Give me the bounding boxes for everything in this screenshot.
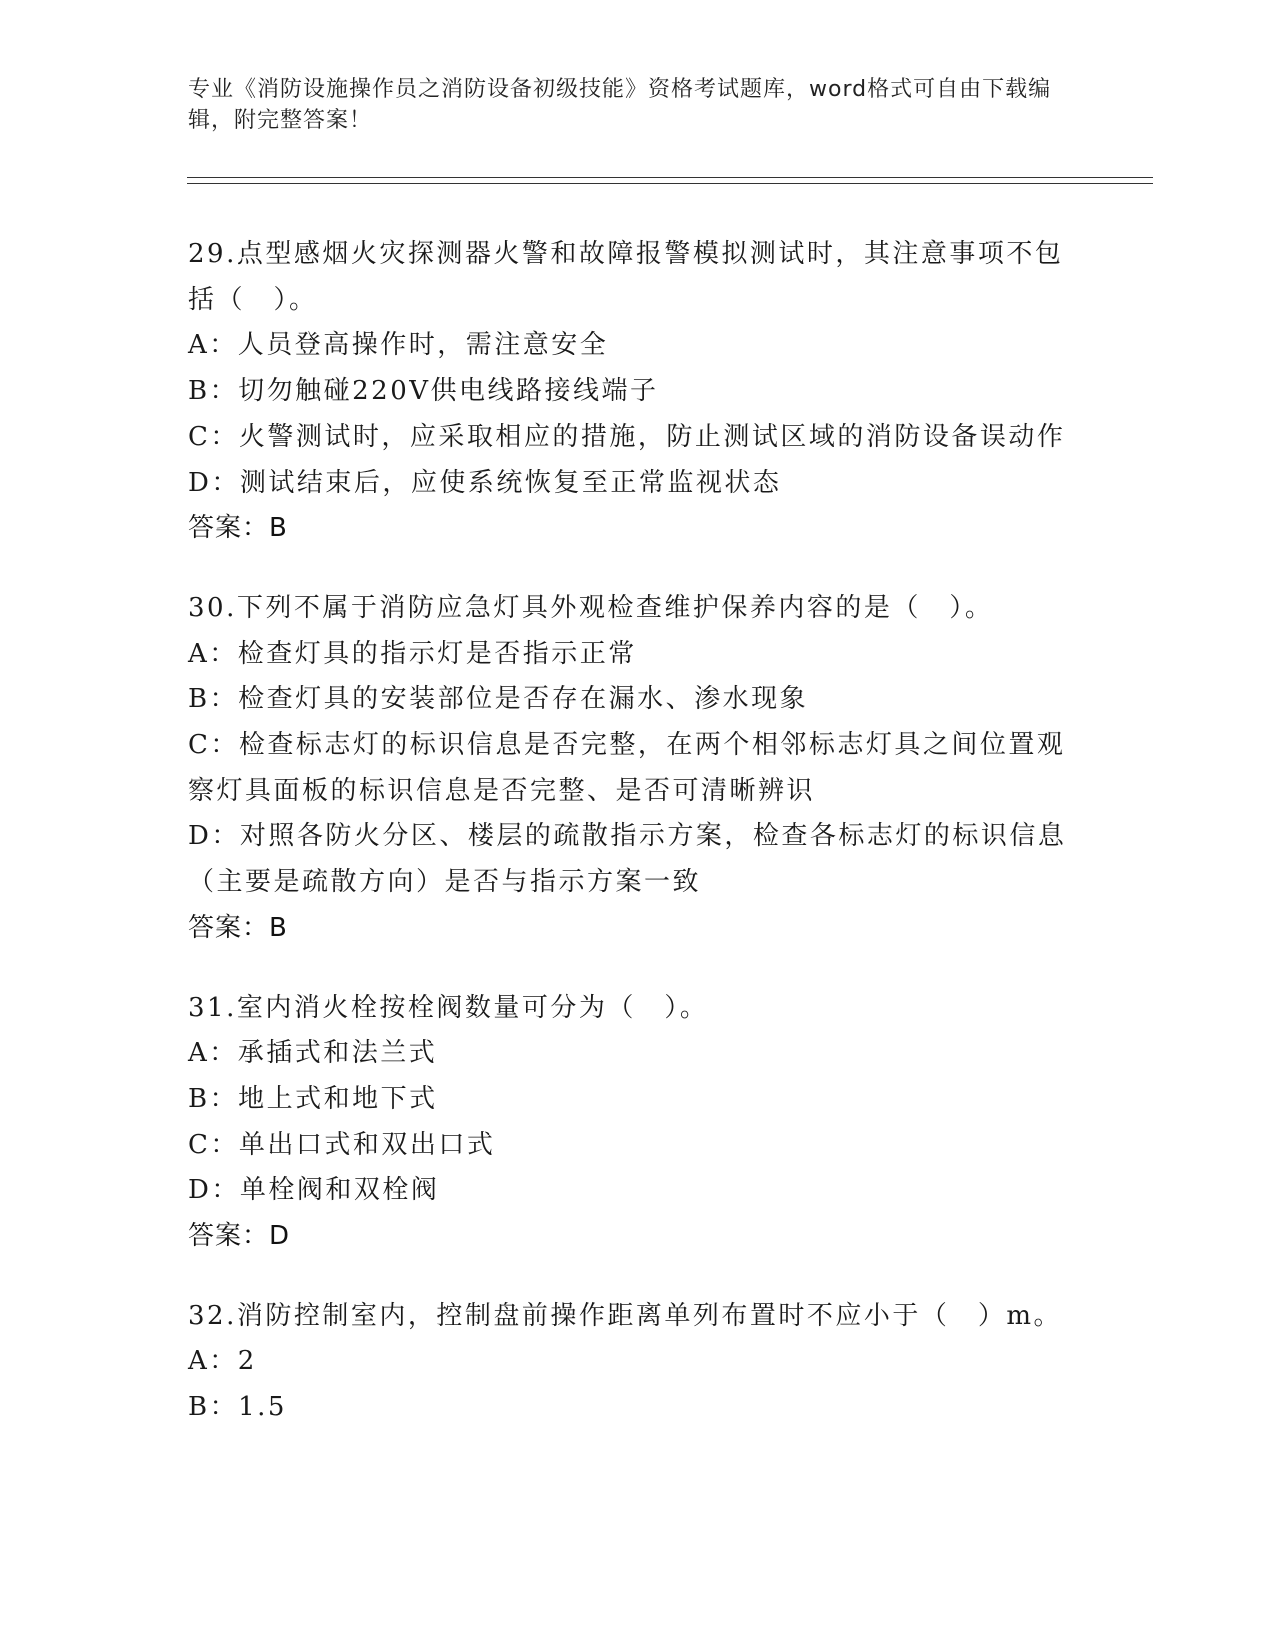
option-d: D：对照各防火分区、楼层的疏散指示方案，检查各标志灯的标识信息（主要是疏散方向）是否与指示方案一致 bbox=[188, 821, 1067, 898]
option-b: B：1.5 bbox=[188, 1392, 287, 1423]
option-c: C：单出口式和双出口式 bbox=[188, 1129, 496, 1160]
answer-label: 答案：B bbox=[188, 513, 288, 544]
option-b: B：地上式和地下式 bbox=[188, 1083, 438, 1114]
option-d: D：单栓阀和双栓阀 bbox=[188, 1175, 440, 1206]
option-a: A：2 bbox=[188, 1346, 257, 1377]
answer-label: 答案：D bbox=[188, 1221, 291, 1252]
option-a: A：人员登高操作时，需注意安全 bbox=[188, 330, 609, 361]
option-c: C：火警测试时，应采取相应的措施，防止测试区域的消防设备误动作 bbox=[188, 421, 1066, 452]
option-b: B：切勿触碰220V供电线路接线端子 bbox=[188, 376, 659, 407]
document-header: 专业《消防设施操作员之消防设备初级技能》资格考试题库，word格式可自由下载编辑，附完整答案！ bbox=[188, 77, 1052, 133]
answer-label: 答案：B bbox=[188, 912, 288, 943]
question-30 bbox=[188, 586, 1088, 952]
option-d: D：测试结束后，应使系统恢复至正常监视状态 bbox=[188, 467, 782, 498]
question-32 bbox=[188, 1294, 1088, 1431]
question-stem: 31.室内消火栓按栓阀数量可分为（ ）。 bbox=[188, 992, 709, 1023]
option-b: B：检查灯具的安装部位是否存在漏水、渗水现象 bbox=[188, 684, 809, 715]
question-stem: 29.点型感烟火灾探测器火警和故障报警模拟测试时，其注意事项不包括（ ）。 bbox=[188, 239, 1064, 315]
option-a: A：承插式和法兰式 bbox=[188, 1038, 438, 1069]
header-divider-top bbox=[187, 177, 1153, 178]
question-list bbox=[188, 232, 1088, 1465]
option-c: C：检查标志灯的标识信息是否完整，在两个相邻标志灯具之间位置观察灯具面板的标识信息是否完整、是否可清晰辨识 bbox=[188, 730, 1066, 806]
question-29 bbox=[188, 232, 1088, 552]
question-stem: 30.下列不属于消防应急灯具外观检查维护保养内容的是（ ）。 bbox=[188, 592, 994, 623]
question-stem: 32.消防控制室内，控制盘前操作距离单列布置时不应小于（ ）m。 bbox=[188, 1300, 1063, 1331]
question-31 bbox=[188, 986, 1088, 1260]
header-divider-bottom bbox=[187, 183, 1153, 184]
option-a: A：检查灯具的指示灯是否指示正常 bbox=[188, 638, 637, 669]
